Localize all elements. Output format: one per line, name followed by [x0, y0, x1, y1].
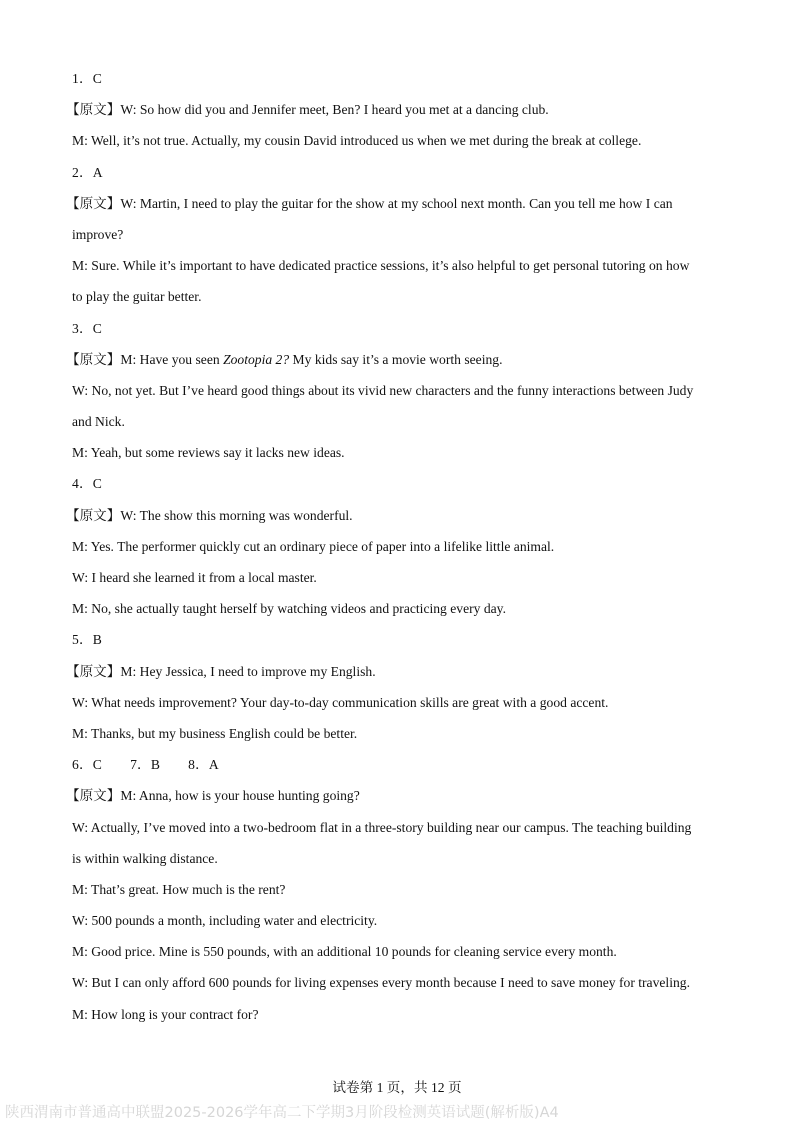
- transcript-line: M: Yeah, but some reviews say it lacks new ideas.: [72, 445, 345, 461]
- transcript-text: M: Hey Jessica, I need to improve my English.: [120, 663, 376, 679]
- transcript-line: to play the guitar better.: [72, 289, 202, 305]
- document-body: [66, 63, 722, 1030]
- transcript-line: M: Thanks, but my business English could be better.: [72, 725, 358, 741]
- transcript-line: M: That’s great. How much is the rent?: [72, 881, 286, 897]
- transcript-line: W: I heard she learned it from a local master.: [72, 570, 317, 585]
- transcript-line: M: Sure. While it’s important to have dedicated practice sessions, it’s also helpful to get personal tutoring on how: [72, 258, 690, 274]
- transcript-line: and Nick.: [72, 414, 125, 430]
- transcript-line: M: No, she actually taught herself by watching videos and practicing every day.: [72, 601, 506, 617]
- transcript-line: [66, 188, 722, 219]
- transcript-line: M: Good price. Mine is 550 pounds, with an additional 10 pounds for cleaning service every month.: [72, 944, 617, 960]
- transcript-line: W: What needs improvement? Your day-to-day communication skills are great with a good accent.: [72, 694, 609, 710]
- transcript-tag: 【原文】: [66, 663, 121, 679]
- transcript-tag: 【原文】: [66, 788, 121, 804]
- transcript-line: [66, 344, 722, 375]
- answer-5: 5．B: [72, 632, 103, 648]
- transcript-line: M: Well, it’s not true. Actually, my cousin David introduced us when we met during the break at college.: [72, 133, 642, 149]
- transcript-line: M: Yes. The performer quickly cut an ordinary piece of paper into a lifelike little animal.: [72, 538, 555, 554]
- transcript-text: W: Martin, I need to play the guitar for the show at my school next month. Can you tell me how I can: [120, 195, 673, 211]
- answer-3: 3．C: [72, 320, 103, 336]
- transcript-text: M: Anna, how is your house hunting going?: [120, 788, 360, 804]
- transcript-line: [66, 94, 722, 125]
- answer-7: 7．B: [130, 757, 161, 773]
- transcript-line: is within walking distance.: [72, 850, 218, 866]
- answer-2: 2．A: [72, 164, 103, 180]
- page-footer: 试卷第 1 页，共 12 页: [332, 1080, 462, 1095]
- transcript-tag: 【原文】: [66, 507, 121, 523]
- movie-title: Zootopia 2?: [223, 351, 290, 367]
- transcript-tag: 【原文】: [66, 195, 121, 211]
- answer-1: 1．C: [72, 71, 103, 86]
- transcript-line: improve?: [72, 226, 124, 242]
- transcript-tag: 【原文】: [66, 102, 121, 118]
- transcript-line: M: How long is your contract for?: [72, 1006, 259, 1022]
- answer-6: 6．C: [72, 757, 103, 773]
- transcript-tag: 【原文】: [66, 351, 121, 367]
- watermark-text: 陕西渭南市普通高中联盟2025-2026学年高二下学期3月阶段检测英语试题(解析版)A4: [5, 1105, 559, 1121]
- answers-6-8: [72, 749, 722, 780]
- transcript-line: W: No, not yet. But I’ve heard good things about its vivid new characters and the funny interactions between Judy: [72, 382, 694, 398]
- transcript-line: W: But I can only afford 600 pounds for living expenses every month because I need to save money for traveling.: [72, 975, 690, 991]
- answer-4: 4．C: [72, 476, 103, 492]
- transcript-text: My kids say it’s a movie worth seeing.: [289, 351, 503, 367]
- transcript-text: M: Have you seen: [120, 351, 224, 367]
- transcript-text: W: The show this morning was wonderful.: [120, 507, 353, 523]
- transcript-line: W: Actually, I’ve moved into a two-bedroom flat in a three-story building near our campus. The teaching building: [72, 819, 692, 835]
- transcript-line: W: 500 pounds a month, including water and electricity.: [72, 913, 378, 929]
- answer-8: 8．A: [188, 757, 219, 773]
- transcript-line: [66, 780, 722, 811]
- transcript-text: W: So how did you and Jennifer meet, Ben? I heard you met at a dancing club.: [120, 102, 549, 118]
- transcript-line: [66, 656, 722, 687]
- transcript-line: [66, 500, 722, 531]
